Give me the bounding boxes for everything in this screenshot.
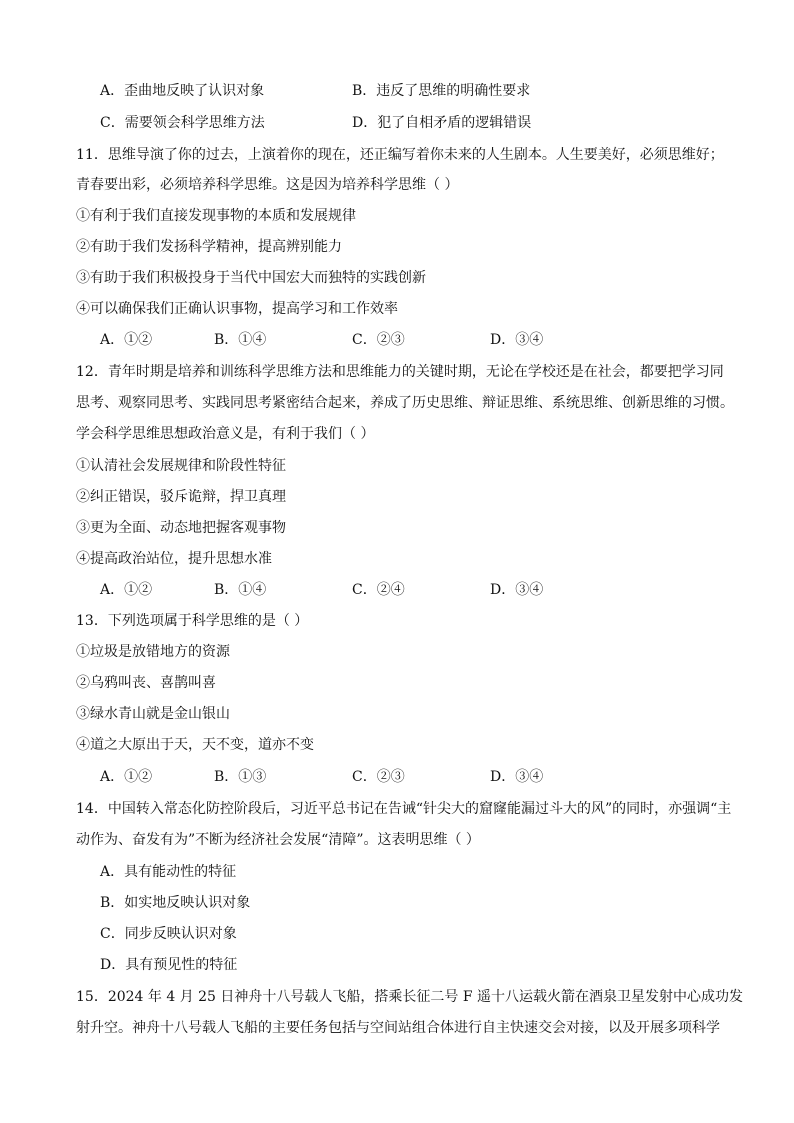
q11-option-c: C．②③ [352, 332, 405, 348]
q12-statement-3: ③更为全面、动态地把握客观事物 [76, 520, 286, 536]
q12-statement-4: ④提高政治站位，提升思想水准 [76, 551, 272, 567]
q13-option-a: A．①② [100, 769, 153, 785]
q11-option-d: D．③④ [490, 332, 544, 348]
q12-statement-2: ②纠正错误，驳斥诡辩，捍卫真理 [76, 489, 286, 505]
q13-statement-1: ①垃圾是放错地方的资源 [76, 644, 230, 660]
q12-option-c: C．②④ [352, 582, 405, 598]
q11-statement-4: ④可以确保我们正确认识事物，提高学习和工作效率 [76, 301, 398, 317]
q13-option-b: B．①③ [214, 769, 267, 785]
q12-stem-line2: 思考、观察同思考、实践同思考紧密结合起来，养成了历史思维、辩证思维、系统思维、创新思维的习惯。 [76, 395, 734, 411]
q13-option-c: C．②③ [352, 769, 405, 785]
q14-option-d: D．具有预见性的特征 [100, 957, 238, 973]
q13-statement-4: ④道之大原出于天，天不变，道亦不变 [76, 737, 314, 753]
q14-option-b: B．如实地反映认识对象 [100, 895, 251, 911]
q13-statement-3: ③绿水青山就是金山银山 [76, 706, 230, 722]
q13-stem-line1: 13．下列选项属于科学思维的是（ ） [76, 613, 309, 629]
q11-option-a: A．①② [100, 332, 153, 348]
q15-stem-line1: 15．2024 年 4 月 25 日神舟十八号载人飞船，搭乘长征二号 F 遥十八运载火箭在酒泉卫星发射中心成功发 [76, 989, 744, 1005]
q10-option-d: D．犯了自相矛盾的逻辑错误 [352, 115, 532, 131]
q11-statement-1: ①有利于我们直接发现事物的本质和发展规律 [76, 208, 356, 224]
q12-stem-line3: 学会科学思维思想政治意义是，有利于我们（ ） [76, 426, 375, 442]
q13-option-d: D．③④ [490, 769, 544, 785]
q14-stem-line2: 动作为、奋发有为”不断为经济社会发展“清障”。这表明思维（ ） [76, 832, 480, 848]
q12-option-a: A．①② [100, 582, 153, 598]
q13-statement-2: ②乌鸦叫丧、喜鹊叫喜 [76, 675, 216, 691]
q11-stem-line2: 青春要出彩，必须培养科学思维。这是因为培养科学思维（ ） [76, 177, 459, 193]
q10-option-b: B．违反了思维的明确性要求 [352, 83, 531, 99]
q11-statement-3: ③有助于我们积极投身于当代中国宏大而独特的实践创新 [76, 270, 426, 286]
q10-option-a: A．歪曲地反映了认识对象 [100, 83, 265, 99]
q11-statement-2: ②有助于我们发扬科学精神，提高辨别能力 [76, 239, 342, 255]
q10-option-c: C．需要领会科学思维方法 [100, 115, 265, 131]
q14-stem-line1: 14．中国转入常态化防控阶段后，习近平总书记在告诫“针尖大的窟窿能漏过斗大的风”的同时，亦强调“主 [76, 801, 732, 817]
q11-stem-line1: 11．思维导演了你的过去，上演着你的现在，还正编写着你未来的人生剧本。人生要美好，必须思维好； [76, 147, 724, 163]
q14-option-c: C．同步反映认识对象 [100, 926, 237, 942]
q12-option-d: D．③④ [490, 582, 544, 598]
q12-stem-line1: 12．青年时期是培养和训练科学思维方法和思维能力的关键时期，无论在学校还是在社会，都要把学习同 [76, 364, 724, 380]
q11-option-b: B．①④ [214, 332, 267, 348]
q15-stem-line2: 射升空。神舟十八号载人飞船的主要任务包括与空间站组合体进行自主快速交会对接，以及开展多项科学 [76, 1020, 720, 1036]
q12-option-b: B．①④ [214, 582, 267, 598]
q14-option-a: A．具有能动性的特征 [100, 864, 237, 880]
q12-statement-1: ①认清社会发展规律和阶段性特征 [76, 458, 286, 474]
